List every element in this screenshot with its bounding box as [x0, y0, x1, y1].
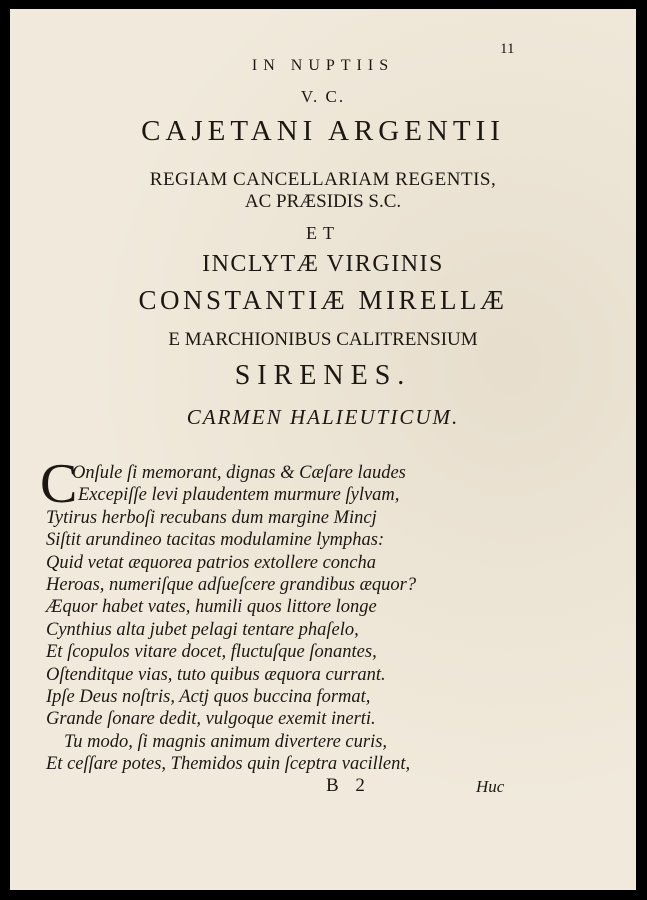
drop-cap: C: [40, 453, 78, 515]
poem-line: Tu modo, ſi magnis animum divertere curis,: [64, 731, 388, 752]
book-page: [10, 9, 636, 890]
poem-line: Heroas, numeriſque adſueſcere grandibus æquor?: [46, 575, 417, 596]
poem-line: Et ſcopulos vitare docet, fluctuſque ſonantes,: [46, 642, 377, 663]
poem-line: Æquor habet vates, humili quos littore longe: [46, 597, 377, 618]
title-line-vc: V. C.: [300, 87, 346, 106]
title-line-groom-name: CAJETANI ARGENTII: [141, 115, 505, 147]
poem-line: Ipſe Deus noſtris, Actj quos buccina format,: [46, 687, 371, 708]
title-line-marchionibus: E MARCHIONIBUS CALITRENSIUM: [168, 329, 478, 350]
title-line-in-nuptiis: IN NUPTIIS: [251, 57, 395, 74]
poem-line: Quid vetat æquorea patrios extollere concha: [46, 552, 377, 573]
poem-line: Grande ſonare dedit, vulgoque exemit inerti.: [46, 709, 376, 730]
page-number: 11: [500, 41, 515, 57]
title-line-office: REGIAM CANCELLARIAM REGENTIS,: [149, 169, 497, 190]
title-line-carmen: CARMEN HALIEUTICUM.: [186, 405, 460, 429]
title-line-inclytae-virginis: INCLYTÆ VIRGINIS: [202, 251, 444, 277]
poem-line: Excepiſſe levi plaudentem murmure ſylvam,: [78, 485, 400, 506]
poem-line: Siſtit arundineo tacitas modulamine lymphas:: [46, 530, 385, 551]
title-line-sirenes: SIRENES.: [234, 360, 412, 391]
poem-line: Cynthius alta jubet pelagi tentare phaſelo,: [46, 619, 359, 640]
title-line-bride-name: CONSTANTIÆ MIRELLÆ: [138, 285, 508, 315]
poem-body: [40, 453, 417, 776]
title-line-et: ET: [306, 223, 340, 243]
signature-mark: B 2: [326, 775, 371, 796]
title-line-praesidis: AC PRÆSIDIS S.C.: [244, 191, 402, 212]
poem-line: Tytirus herboſi recubans dum margine Mincj: [46, 507, 377, 528]
poem-line: Oſtenditque vias, tuto quibus æquora currant.: [46, 664, 386, 685]
poem-line: Et ceſſare potes, Themidos quin ſceptra vacillent,: [46, 754, 411, 775]
poem-line: Onſule ſi memorant, dignas & Cæſare laudes: [72, 463, 406, 483]
catchword: Huc: [476, 777, 505, 796]
